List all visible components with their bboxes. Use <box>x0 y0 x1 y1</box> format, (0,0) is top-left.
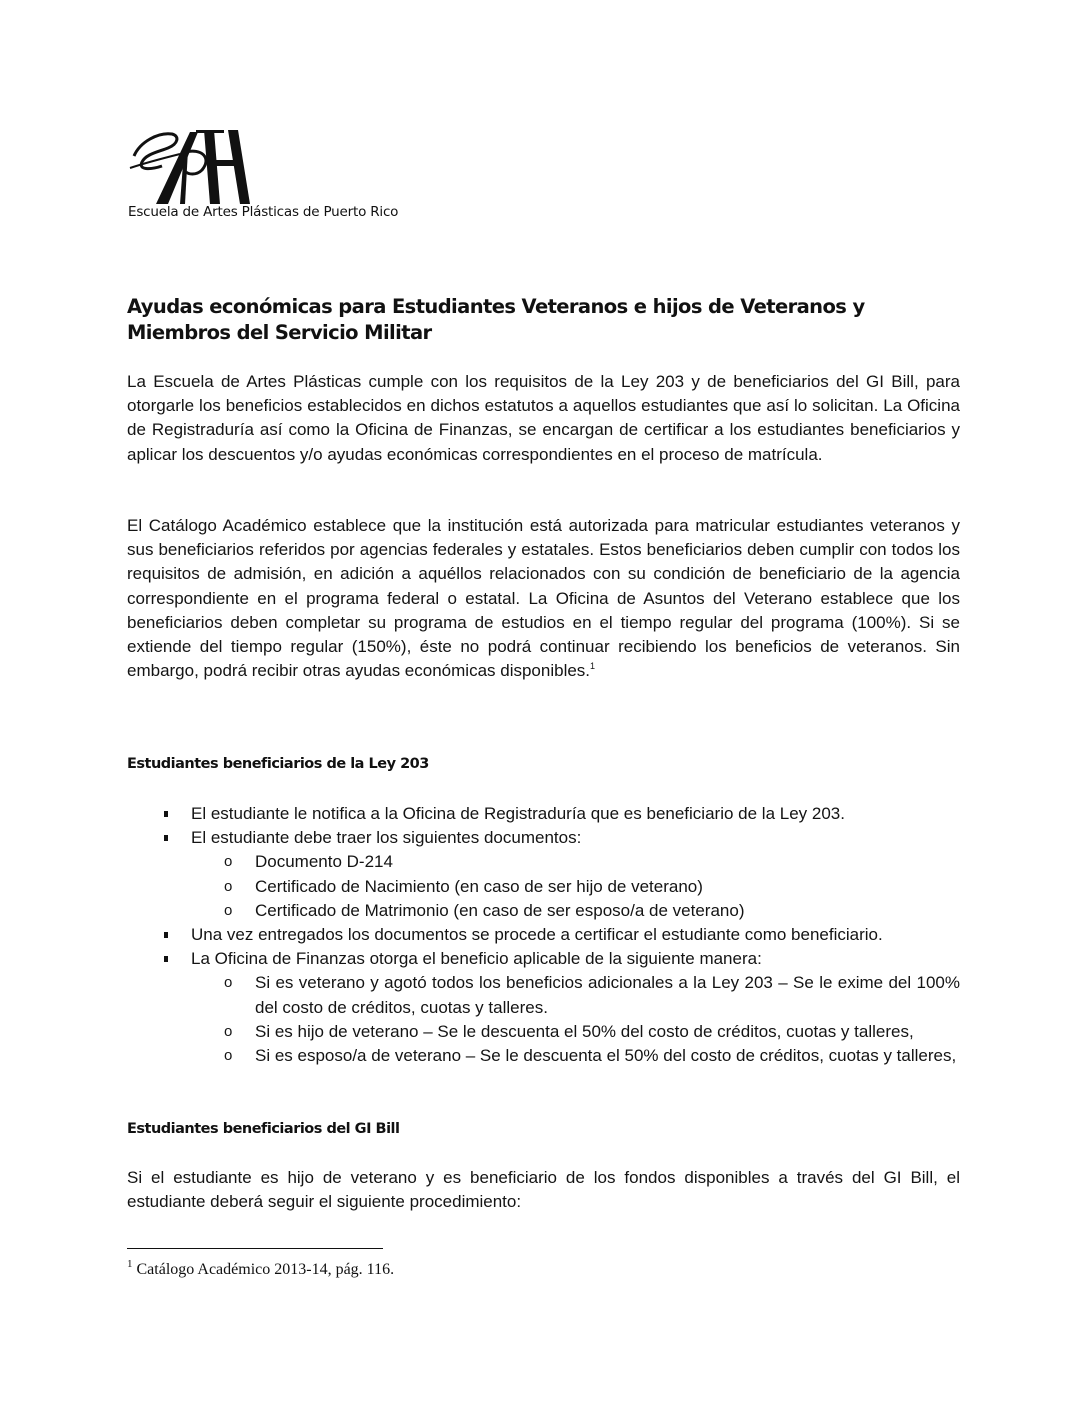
list-item-text: El estudiante debe traer los siguientes documentos: <box>191 828 582 848</box>
footnote-separator <box>127 1248 383 1249</box>
list-item <box>127 923 960 947</box>
circle-bullet-icon: o <box>224 1047 233 1065</box>
circle-bullet-icon: o <box>224 1022 233 1040</box>
circle-bullet-icon: o <box>224 974 233 992</box>
list-item-text: El estudiante le notifica a la Oficina de Registraduría que es beneficiario de la Ley 203. <box>191 804 845 823</box>
square-bullet-icon <box>164 811 168 817</box>
circle-bullet-icon: o <box>224 877 233 895</box>
sublist-item <box>191 971 960 1019</box>
sublist-item-text: Documento D-214 <box>255 852 393 872</box>
sublist-item <box>191 899 960 923</box>
sublist-item <box>191 1020 960 1044</box>
sublist-item-text: Si es veterano y agotó todos los beneficios adicionales a la Ley 203 – Se le exime del 100% del costo de créditos, cuotas y talleres. <box>255 973 960 1017</box>
documents-sublist <box>191 850 960 923</box>
footnote <box>127 1258 394 1279</box>
logo-caption: Escuela de Artes Plásticas de Puerto Rico <box>128 204 399 220</box>
benefits-sublist <box>191 971 960 1068</box>
sublist-item <box>191 875 960 899</box>
list-item <box>127 802 960 826</box>
list-item <box>127 826 960 923</box>
sublist-item <box>191 1044 960 1068</box>
square-bullet-icon <box>164 956 168 962</box>
circle-bullet-icon: o <box>224 853 233 871</box>
school-logo <box>128 128 428 223</box>
list-item-text: La Oficina de Finanzas otorga el beneficio aplicable de la siguiente manera: <box>191 949 762 969</box>
circle-bullet-icon: o <box>224 901 233 919</box>
sublist-item-text: Certificado de Matrimonio (en caso de ser esposo/a de veterano) <box>255 900 745 920</box>
footnote-number: 1 <box>127 1258 133 1270</box>
logo-monogram-icon <box>128 128 253 204</box>
section-heading-gi-bill: Estudiantes beneficiarios del GI Bill <box>127 1121 400 1137</box>
document-title: Ayudas económicas para Estudiantes Veteranos e hijos de Veteranos y Miembros del Servicio Militar <box>127 295 865 344</box>
gi-bill-paragraph: Si el estudiante es hijo de veterano y es beneficiario de los fondos disponibles a través del GI Bill, el estudiante deberá seguir el siguiente procedimiento: <box>127 1168 960 1212</box>
ley-203-list <box>127 802 960 1068</box>
square-bullet-icon <box>164 835 168 841</box>
footnote-text: Catálogo Académico 2013-14, pág. 116. <box>136 1261 395 1278</box>
sublist-item-text: Si es esposo/a de veterano – Se le descuenta el 50% del costo de créditos, cuotas y talleres, <box>255 1046 957 1066</box>
section-heading-ley-203: Estudiantes beneficiarios de la Ley 203 <box>127 756 429 772</box>
square-bullet-icon <box>164 932 168 938</box>
catalog-paragraph <box>127 514 960 683</box>
sublist-item-text: Si es hijo de veterano – Se le descuenta el 50% del costo de créditos, cuotas y talleres, <box>255 1021 914 1041</box>
sublist-item-text: Certificado de Nacimiento (en caso de ser hijo de veterano) <box>255 876 703 896</box>
catalog-paragraph-text: El Catálogo Académico establece que la institución está autorizada para matricular estudiantes veteranos y sus beneficiarios referidos por agencias federales y estatales. Estos beneficiarios deben cumplir con todos los requisitos de admisión, en adición a aquéllos relacionados con su condición de beneficiario de la agencia correspondiente en el programa federal o estatal. La Oficina de Asuntos del Veterano establece que los beneficiarios deben completar su programa de estudios en el tiempo regular del programa (100%). Si se extiende del tiempo regular (150%), éste no podrá continuar recibiendo los beneficios de veteranos. Sin embargo, podrá recibir otras ayudas económicas disponibles. <box>127 516 960 681</box>
intro-paragraph: La Escuela de Artes Plásticas cumple con los requisitos de la Ley 203 y de beneficiarios del GI Bill, para otorgarle los beneficios establecidos en dichos estatutos a aquellos estudiantes que así lo solicitan. La Oficina de Registraduría así como la Oficina de Finanzas, se encargan de certificar a los estudiantes beneficiarios y aplicar los descuentos y/o ayudas económicas correspondientes en el proceso de matrícula. <box>127 372 960 464</box>
sublist-item <box>191 850 960 874</box>
list-item-text: Una vez entregados los documentos se procede a certificar el estudiante como beneficiario. <box>191 925 883 945</box>
footnote-reference[interactable]: 1 <box>590 661 596 672</box>
list-item <box>127 947 960 1068</box>
